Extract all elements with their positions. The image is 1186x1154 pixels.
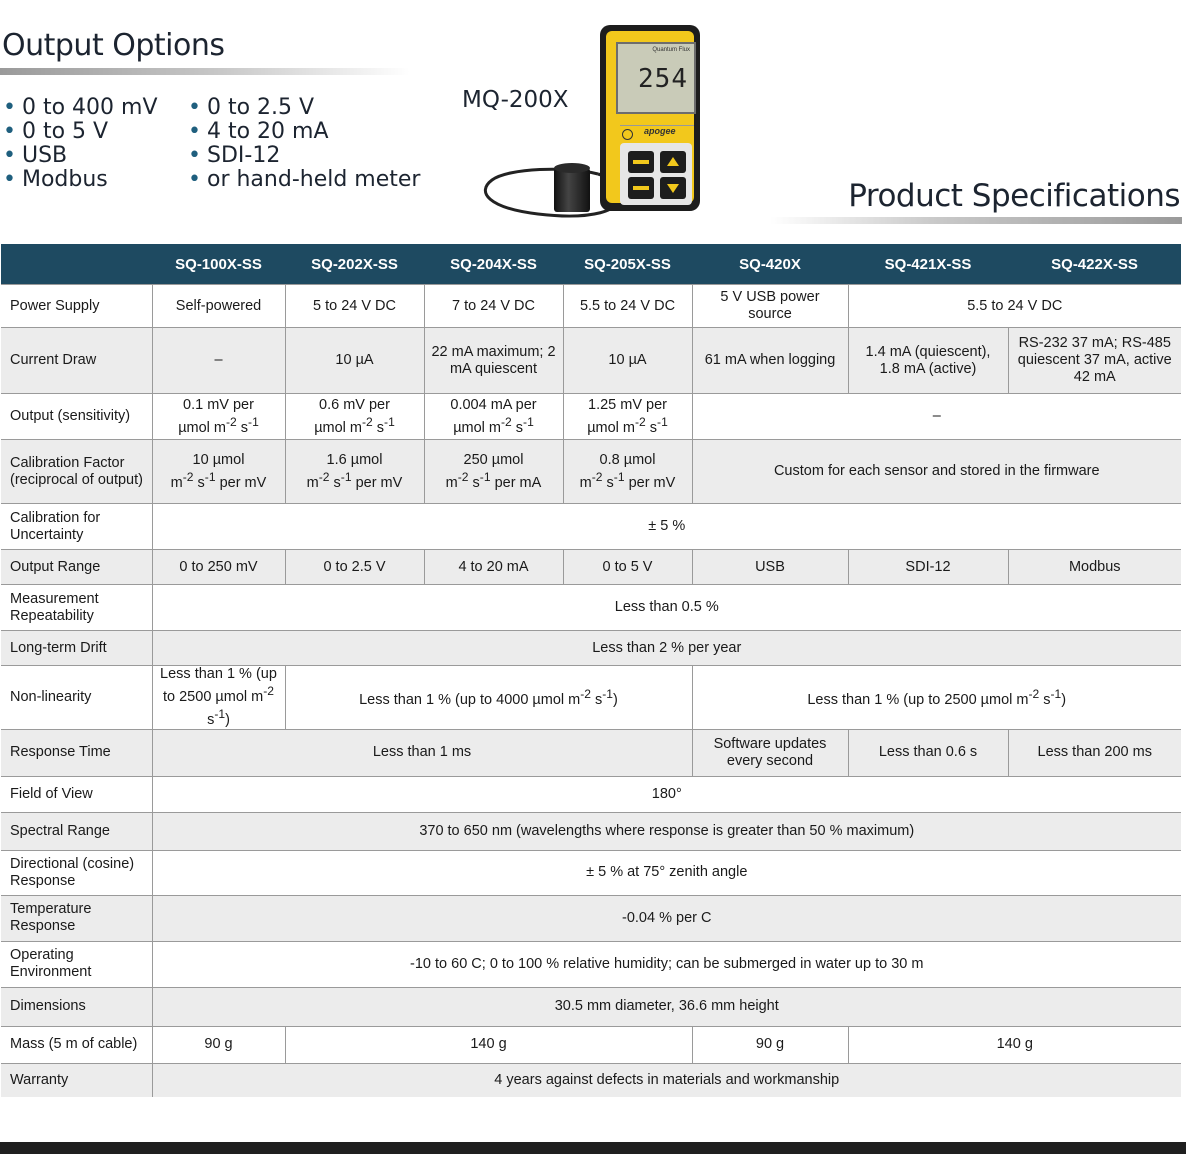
table-cell: RS-232 37 mA; RS-485 quiescent 37 mA, active 42 mA [1008,328,1181,394]
meter-model-label: MQ-200X [462,87,569,113]
row-label: Power Supply [1,285,152,328]
table-cell: 0 to 2.5 V [285,550,424,585]
table-cell: Less than 0.5 % [152,585,1181,631]
table-cell: 90 g [692,1026,848,1063]
table-cell: 5 V USB power source [692,285,848,328]
unit-text: m [579,474,592,491]
row-label: Calibration Factor (reciprocal of output) [1,440,152,504]
column-header: SQ-100X-SS [152,244,285,285]
row-label: Output (sensitivity) [1,394,152,440]
table-cell: 370 to 650 nm (wavelengths where response is greater than 50 % maximum) [152,812,1181,850]
unit-text: s [511,419,524,436]
row-label: Mass (5 m of cable) [1,1026,152,1063]
sensitivity-value: 0.6 mV per [319,396,390,413]
unit-exponent: -1 [214,706,226,721]
table-cell: 5.5 to 24 V DC [563,285,692,328]
table-cell [424,440,563,504]
table-cell [424,394,563,440]
row-label: Directional (cosine) Response [1,850,152,895]
unit-exponent: -2 [1028,686,1040,701]
table-row [1,812,1181,850]
table-cell: – [692,394,1181,440]
unit-exponent: -1 [204,469,216,484]
output-options-list-2 [188,96,420,192]
quantum-sensor-illustration [551,163,593,215]
table-cell: 22 mA maximum; 2 mA quiescent [424,328,563,394]
unit-text: s [372,419,385,436]
unit-text: µmol m [314,419,363,436]
table-cell: 180° [152,776,1181,812]
title-underline [0,68,410,75]
unit-exponent: -2 [591,469,603,484]
table-row [1,729,1181,776]
table-row [1,776,1181,812]
table-row [1,1026,1181,1063]
table-cell [152,394,285,440]
row-label: Spectral Range [1,812,152,850]
handheld-meter-illustration [600,25,702,215]
table-cell: Self-powered [152,285,285,328]
table-cell [152,440,285,504]
unit-text: m [445,474,458,491]
unit-text: s [602,474,614,491]
table-cell: 10 µA [285,328,424,394]
table-header-row [1,244,1181,285]
unit-text: s [236,419,249,436]
table-cell: 10 µA [563,328,692,394]
nonlin-text: Less than 1 % (up to 4000 µmol m [359,691,581,708]
table-cell: SDI-12 [848,550,1008,585]
sensitivity-value: 0.004 mA per [450,396,537,413]
unit-text: µmol m [453,419,502,436]
unit-text: per mA [490,474,542,491]
table-row [1,585,1181,631]
output-option-item: • 0 to 5 V [3,120,158,144]
unit-text: s [591,691,603,708]
sensitivity-value: 0.1 mV per [183,396,254,413]
unit-exponent: -2 [263,684,274,698]
unit-text: µmol m [587,419,636,436]
unit-exponent: -1 [657,414,668,429]
unit-text: per mV [351,474,403,491]
column-header: SQ-202X-SS [285,244,424,285]
unit-exponent: -2 [362,414,373,429]
nonlin-text: Less than 1 % (up to 2500 µmol m [160,666,277,705]
unit-text: µmol m [178,419,227,436]
table-cell [285,440,424,504]
nonlin-text: Less than 1 % (up to 2500 µmol m [807,691,1029,708]
table-cell: ± 5 % [152,504,1181,550]
specifications-table [1,244,1181,1097]
table-cell [285,394,424,440]
meter-screen-caption: Quantum Flux [652,47,690,53]
column-header: SQ-205X-SS [563,244,692,285]
unit-exponent: -1 [602,686,614,701]
table-cell: 7 to 24 V DC [424,285,563,328]
table-cell: 0 to 250 mV [152,550,285,585]
meter-button [628,177,654,199]
table-row [1,328,1181,394]
output-option-item: • or hand-held meter [188,168,420,192]
table-cell [152,666,285,730]
product-specifications-title: Product Specifications [848,178,1180,214]
cal-value: 10 µmol [192,451,245,468]
table-cell: 90 g [152,1026,285,1063]
meter-up-button [660,151,686,173]
table-row [1,941,1181,987]
nonlin-text: ) [1061,691,1067,708]
table-cell: -10 to 60 C; 0 to 100 % relative humidity; can be submerged in water up to 30 m [152,941,1181,987]
output-option-item: • SDI-12 [188,144,420,168]
unit-exponent: -1 [248,414,259,429]
unit-text: per mV [215,474,267,491]
meter-screen-reading: 254 [638,64,688,94]
table-cell: -0.04 % per C [152,895,1181,941]
unit-text: s [1039,691,1051,708]
table-cell: ± 5 % at 75° zenith angle [152,850,1181,895]
nonlin-text: ) [613,691,618,708]
unit-exponent: -2 [182,469,194,484]
unit-exponent: -2 [580,686,591,701]
unit-exponent: -2 [501,414,512,429]
table-cell: Custom for each sensor and stored in the firmware [692,440,1181,504]
unit-exponent: -2 [635,414,646,429]
row-label: Long-term Drift [1,631,152,666]
table-row [1,550,1181,585]
unit-text: m [306,474,319,491]
table-cell: 140 g [285,1026,692,1063]
row-label: Field of View [1,776,152,812]
unit-text: s [329,474,341,491]
table-cell: Less than 0.6 s [848,729,1008,776]
table-row [1,631,1181,666]
row-label: Non-linearity [1,666,152,730]
table-cell: 140 g [848,1026,1181,1063]
output-option-item: • USB [3,144,158,168]
table-cell [285,666,692,730]
output-option-item: • Modbus [3,168,158,192]
row-label: Output Range [1,550,152,585]
table-cell: Modbus [1008,550,1181,585]
unit-exponent: -1 [1050,686,1062,701]
table-cell: Less than 200 ms [1008,729,1181,776]
table-row [1,440,1181,504]
meter-button [628,151,654,173]
row-label: Current Draw [1,328,152,394]
table-row [1,504,1181,550]
table-cell: 4 years against defects in materials and workmanship [152,1063,1181,1097]
unit-exponent: -1 [384,414,395,429]
table-cell: 0 to 5 V [563,550,692,585]
table-cell: 30.5 mm diameter, 36.6 mm height [152,987,1181,1026]
unit-text: s [193,474,205,491]
unit-exponent: -1 [479,469,491,484]
output-option-item: • 0 to 2.5 V [188,96,420,120]
row-label: Measurement Repeatability [1,585,152,631]
table-cell: 5.5 to 24 V DC [848,285,1181,328]
table-cell: 1.4 mA (quiescent), 1.8 mA (active) [848,328,1008,394]
column-header: SQ-420X [692,244,848,285]
unit-text: per mV [624,474,676,491]
column-header [1,244,152,285]
unit-exponent: -2 [318,469,330,484]
table-row [1,285,1181,328]
table-row [1,850,1181,895]
meter-screen [616,42,696,114]
unit-exponent: -1 [613,469,625,484]
unit-exponent: -1 [523,414,534,429]
meter-down-button [660,177,686,199]
footer-bar [0,1142,1186,1154]
table-cell: 5 to 24 V DC [285,285,424,328]
table-row [1,987,1181,1026]
title-underline [770,217,1182,224]
table-row [1,895,1181,941]
meter-brand-logo: apogee [620,125,694,139]
table-cell [692,666,1181,730]
table-cell: 4 to 20 mA [424,550,563,585]
column-header: SQ-422X-SS [1008,244,1181,285]
output-options-title: Output Options [2,28,225,63]
arrow-down-icon [667,184,679,193]
row-label: Response Time [1,729,152,776]
unit-text: s [645,419,658,436]
output-options-list-1 [3,96,158,192]
table-cell: USB [692,550,848,585]
row-label: Operating Environment [1,941,152,987]
row-label: Temperature Response [1,895,152,941]
column-header: SQ-204X-SS [424,244,563,285]
table-row [1,394,1181,440]
column-header: SQ-421X-SS [848,244,1008,285]
unit-text: s [207,711,215,728]
table-row [1,666,1181,730]
row-label: Calibration for Uncertainty [1,504,152,550]
table-cell [563,440,692,504]
cal-value: 1.6 µmol [326,451,383,468]
arrow-up-icon [667,157,679,166]
unit-exponent: -2 [457,469,469,484]
sensitivity-value: 1.25 mV per [588,396,667,413]
row-label: Dimensions [1,987,152,1026]
unit-exponent: -1 [340,469,352,484]
meter-keypad [620,143,692,205]
nonlin-text: ) [225,711,230,728]
cal-value: 0.8 µmol [599,451,656,468]
unit-text: s [468,474,480,491]
table-row [1,1063,1181,1097]
unit-text: m [170,474,183,491]
output-option-item: • 0 to 400 mV [3,96,158,120]
table-cell: 61 mA when logging [692,328,848,394]
table-cell: Less than 1 ms [152,729,692,776]
output-option-item: • 4 to 20 mA [188,120,420,144]
table-cell [563,394,692,440]
unit-exponent: -2 [226,414,237,429]
table-cell: Software updates every second [692,729,848,776]
table-cell: – [152,328,285,394]
cal-value: 250 µmol [463,451,524,468]
row-label: Warranty [1,1063,152,1097]
table-cell: Less than 2 % per year [152,631,1181,666]
